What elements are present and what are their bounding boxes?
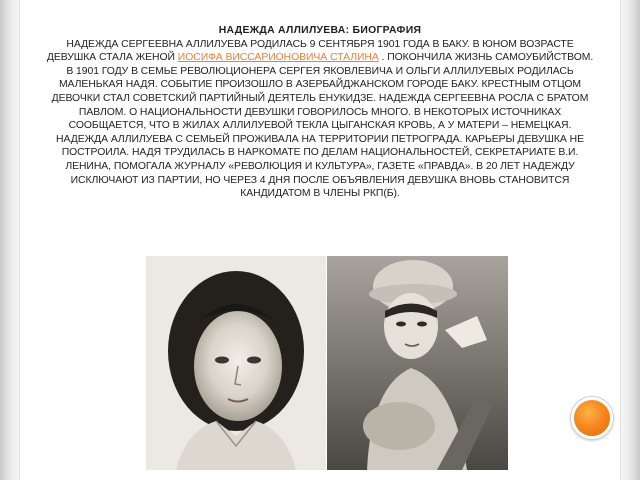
portrait-photo-left bbox=[146, 256, 326, 470]
left-side-rail bbox=[0, 0, 20, 480]
slide-text bbox=[42, 24, 598, 201]
paragraph-biography: В 1901 ГОДУ В СЕМЬЕ РЕВОЛЮЦИОНЕРА СЕРГЕЯ ЯКОВЛЕВИЧА И ОЛЬГИ АЛЛИЛУЕВЫХ РОДИЛАСЬ МАЛЕНЬКАЯ НАДЯ. СОБЫТИЕ ПРОИЗОШЛО В АЗЕРБАЙДЖАНСКОМ ГОРОДЕ БАКУ. КРЕСТНЫМ ОТЦОМ ДЕВОЧКИ СТАЛ СОВЕТСКИЙ ПАРТИЙНЫЙ ДЕЯТЕЛЬ ЕНУКИДЗЕ. НАДЕЖДА СЕРГЕЕВНА РОСЛА С БРАТОМ ПАВЛОМ. О НАЦИОНАЛЬНОСТИ ДЕВУШКИ ГОВОРИЛОСЬ МНОГО. В НЕКОТОРЫХ ИСТОЧНИКАХ СООБЩАЕТСЯ, ЧТО В ЖИЛАХ АЛЛИЛУЕВОЙ ТЕКЛА ЦЫГАНСКАЯ КРОВЬ, А У МАТЕРИ – НЕМЕЦКАЯ. НАДЕЖДА АЛЛИЛУЕВА С СЕМЬЕЙ ПРОЖИВАЛА НА ТЕРРИТОРИИ ПЕТРОГРАДА. КАРЬЕРЫ ДЕВУШКА НЕ ПОСТРОИЛА. НАДЯ ТРУДИЛАСЬ В НАРКОМАТЕ ПО ДЕЛАМ НАЦИОНАЛЬНОСТЕЙ, СЕКРЕТАРИАТЕ В.И. ЛЕНИНА, ПОМОГАЛА ЖУРНАЛУ «РЕВОЛЮЦИЯ И КУЛЬТУРА», ГАЗЕТЕ «ПРАВДА». В 20 ЛЕТ НАДЕЖДУ ИСКЛЮЧАЮТ ИЗ ПАРТИИ, НО ЧЕРЕЗ 4 ДНЯ ПОСЛЕ ОБЪЯВЛЕНИЯ ДЕВУШКА ВНОВЬ СТАНОВИТСЯ КАНДИДАТОМ В ЧЛЕНЫ РКП(Б). bbox=[51, 65, 589, 200]
paragraph-intro-end: . ПОКОНЧИЛА ЖИЗНЬ САМОУБИЙСТВОМ. bbox=[378, 52, 594, 64]
stalin-link[interactable]: ИОСИФА ВИССАРИОНОВИЧА СТАЛИНА bbox=[177, 52, 379, 64]
paragraph-intro bbox=[42, 38, 598, 65]
orange-circle-icon[interactable] bbox=[571, 397, 613, 439]
portrait-photo-right bbox=[327, 256, 508, 470]
right-side-rail bbox=[620, 0, 640, 480]
slide-title: НАДЕЖДА АЛЛИЛУЕВА: БИОГРАФИЯ bbox=[218, 25, 422, 36]
paragraph-intro-start: НАДЕЖДА СЕРГЕЕВНА АЛЛИЛУЕВА РОДИЛАСЬ 9 СЕНТЯБРЯ 1901 ГОДА В БАКУ. В ЮНОМ ВОЗРАСТЕ ДЕВУШКА СТАЛА ЖЕНОЙ bbox=[46, 38, 574, 64]
